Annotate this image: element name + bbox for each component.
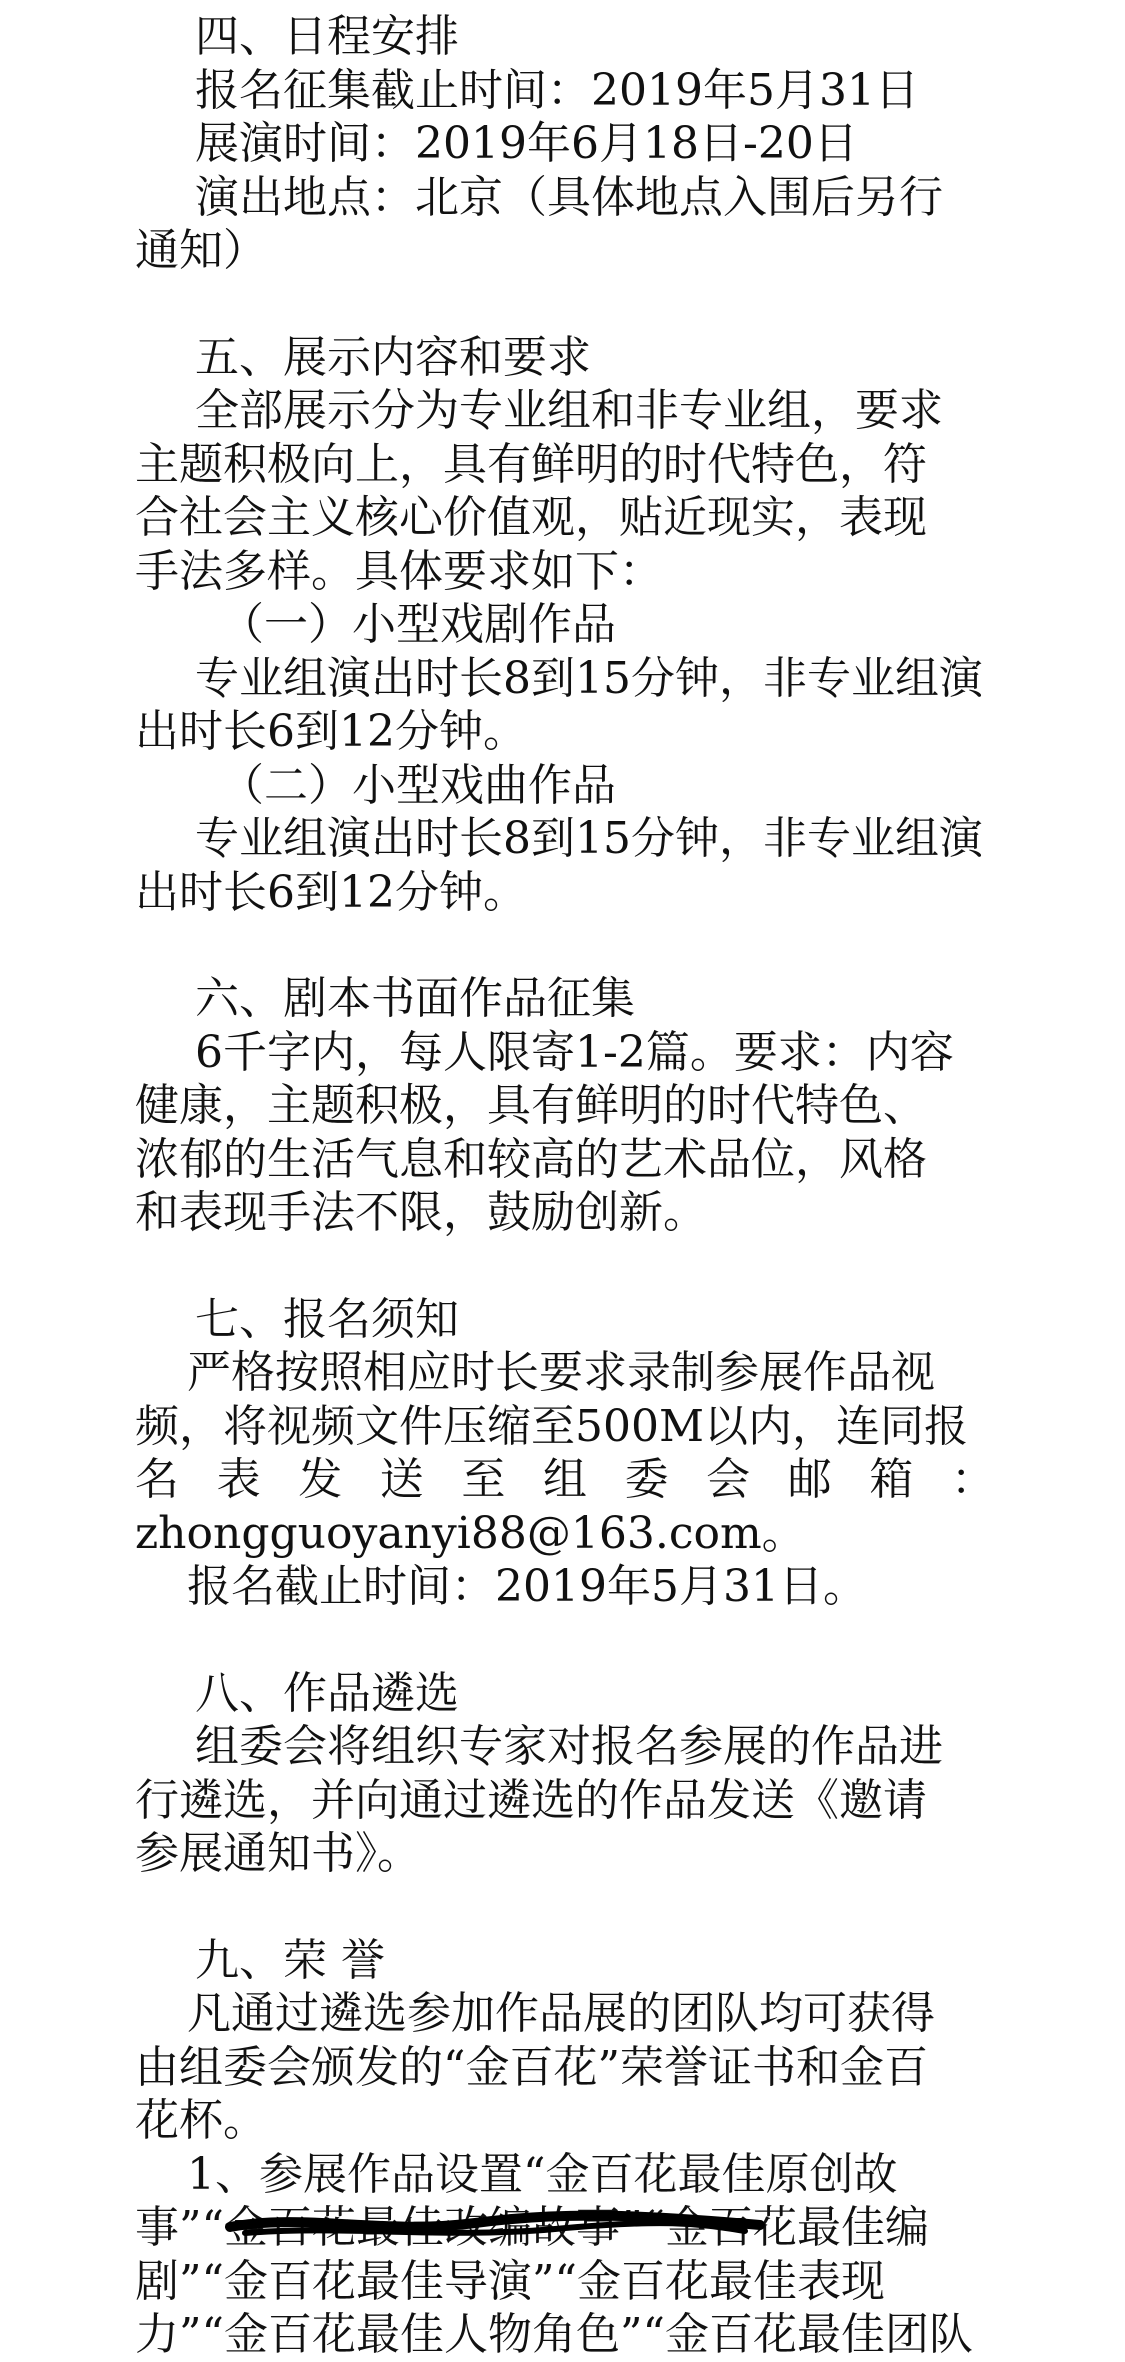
section-5-para-line: 主题积极向上，具有鲜明的时代特色，符 xyxy=(135,438,927,490)
subsection-2-line: 专业组演出时长8到15分钟，非专业组演 xyxy=(195,813,983,864)
justified-char: 委 xyxy=(624,1454,669,1505)
section-5-para-line: 手法多样。具体要求如下： xyxy=(135,545,663,597)
section-9-heading: 九、荣 誉 xyxy=(195,1934,385,1986)
section-6-line: 和表现手法不限，鼓励创新。 xyxy=(135,1187,707,1238)
section-gap xyxy=(135,1240,995,1293)
section-5-para-line: 全部展示分为专业组和非专业组，要求 xyxy=(195,385,943,436)
section-gap xyxy=(135,1614,995,1667)
justified-char: 会 xyxy=(706,1454,751,1505)
section-4-heading: 四、日程安排 xyxy=(195,11,459,62)
section-9-line: 力”“金百花最佳人物角色”“金百花最佳团队 xyxy=(135,2309,973,2360)
justified-char: ： xyxy=(950,1454,995,1505)
justified-char: 邮 xyxy=(787,1454,832,1505)
section-gap xyxy=(135,278,995,331)
section-8-line: 组委会将组织专家对报名参展的作品进 xyxy=(195,1721,943,1772)
section-8-heading: 八、作品遴选 xyxy=(195,1667,459,1719)
subsection-1-line: 出时长6到12分钟。 xyxy=(135,706,527,757)
section-9-line: 事”“金百花最佳改编故事”“金百花最佳编 xyxy=(135,2202,929,2253)
section-6-line: 浓郁的生活气息和较高的艺术品位，风格 xyxy=(135,1133,927,1185)
registration-deadline: 报名征集截止时间：2019年5月31日 xyxy=(195,64,919,116)
venue-line-2: 通知） xyxy=(135,225,267,276)
justified-char: 组 xyxy=(542,1454,587,1505)
justified-char: 至 xyxy=(461,1454,506,1505)
section-7-heading: 七、报名须知 xyxy=(195,1293,459,1345)
justified-char: 发 xyxy=(298,1454,343,1505)
section-7-line: 严格按照相应时长要求录制参展作品视 xyxy=(187,1347,935,1398)
section-5-heading: 五、展示内容和要求 xyxy=(195,331,591,383)
email-address: zhongguoyanyi88@163.com。 xyxy=(135,1507,806,1559)
section-6-line: 6千字内，每人限寄1-2篇。要求：内容 xyxy=(195,1026,954,1078)
justified-char: 送 xyxy=(379,1454,424,1505)
section-6-heading: 六、剧本书面作品征集 xyxy=(195,973,635,1024)
subsection-1-title: （一）小型戏剧作品 xyxy=(220,599,616,650)
section-gap xyxy=(135,919,995,972)
section-9-line: 1、参展作品设置“金百花最佳原创故 xyxy=(187,2148,898,2200)
section-9-line: 花杯。 xyxy=(135,2095,267,2146)
subsection-2-title: （二）小型戏曲作品 xyxy=(220,759,616,811)
section-5-para-line: 合社会主义核心价值观，贴近现实，表现 xyxy=(135,492,927,543)
document-body xyxy=(135,10,995,2362)
justified-char: 名 xyxy=(135,1454,179,1505)
section-9-line: 剧”“金百花最佳导演”“金百花最佳表现 xyxy=(135,2255,885,2307)
section-7-deadline: 报名截止时间：2019年5月31日。 xyxy=(187,1561,867,1612)
section-9-line: 凡通过遴选参加作品展的团队均可获得 xyxy=(187,1988,935,2039)
section-8-line: 参展通知书》。 xyxy=(135,1828,421,1879)
justified-char: 箱 xyxy=(869,1454,914,1505)
venue-line-1: 演出地点：北京（具体地点入围后另行 xyxy=(195,171,943,223)
section-7-justified-line xyxy=(135,1453,995,1507)
section-9-line: 由组委会颁发的“金百花”荣誉证书和金百 xyxy=(135,2041,928,2093)
subsection-1-line: 专业组演出时长8到15分钟，非专业组演 xyxy=(195,652,983,704)
section-7-line: 频，将视频文件压缩至500M以内，连同报 xyxy=(135,1400,969,1452)
performance-time: 展演时间：2019年6月18日-20日 xyxy=(195,118,858,169)
subsection-2-line: 出时长6到12分钟。 xyxy=(135,866,527,918)
justified-char: 表 xyxy=(216,1454,261,1505)
section-6-line: 健康，主题积极，具有鲜明的时代特色、 xyxy=(135,1080,927,1131)
section-gap xyxy=(135,1881,995,1934)
section-8-line: 行遴选，并向通过遴选的作品发送《邀请 xyxy=(135,1774,927,1826)
